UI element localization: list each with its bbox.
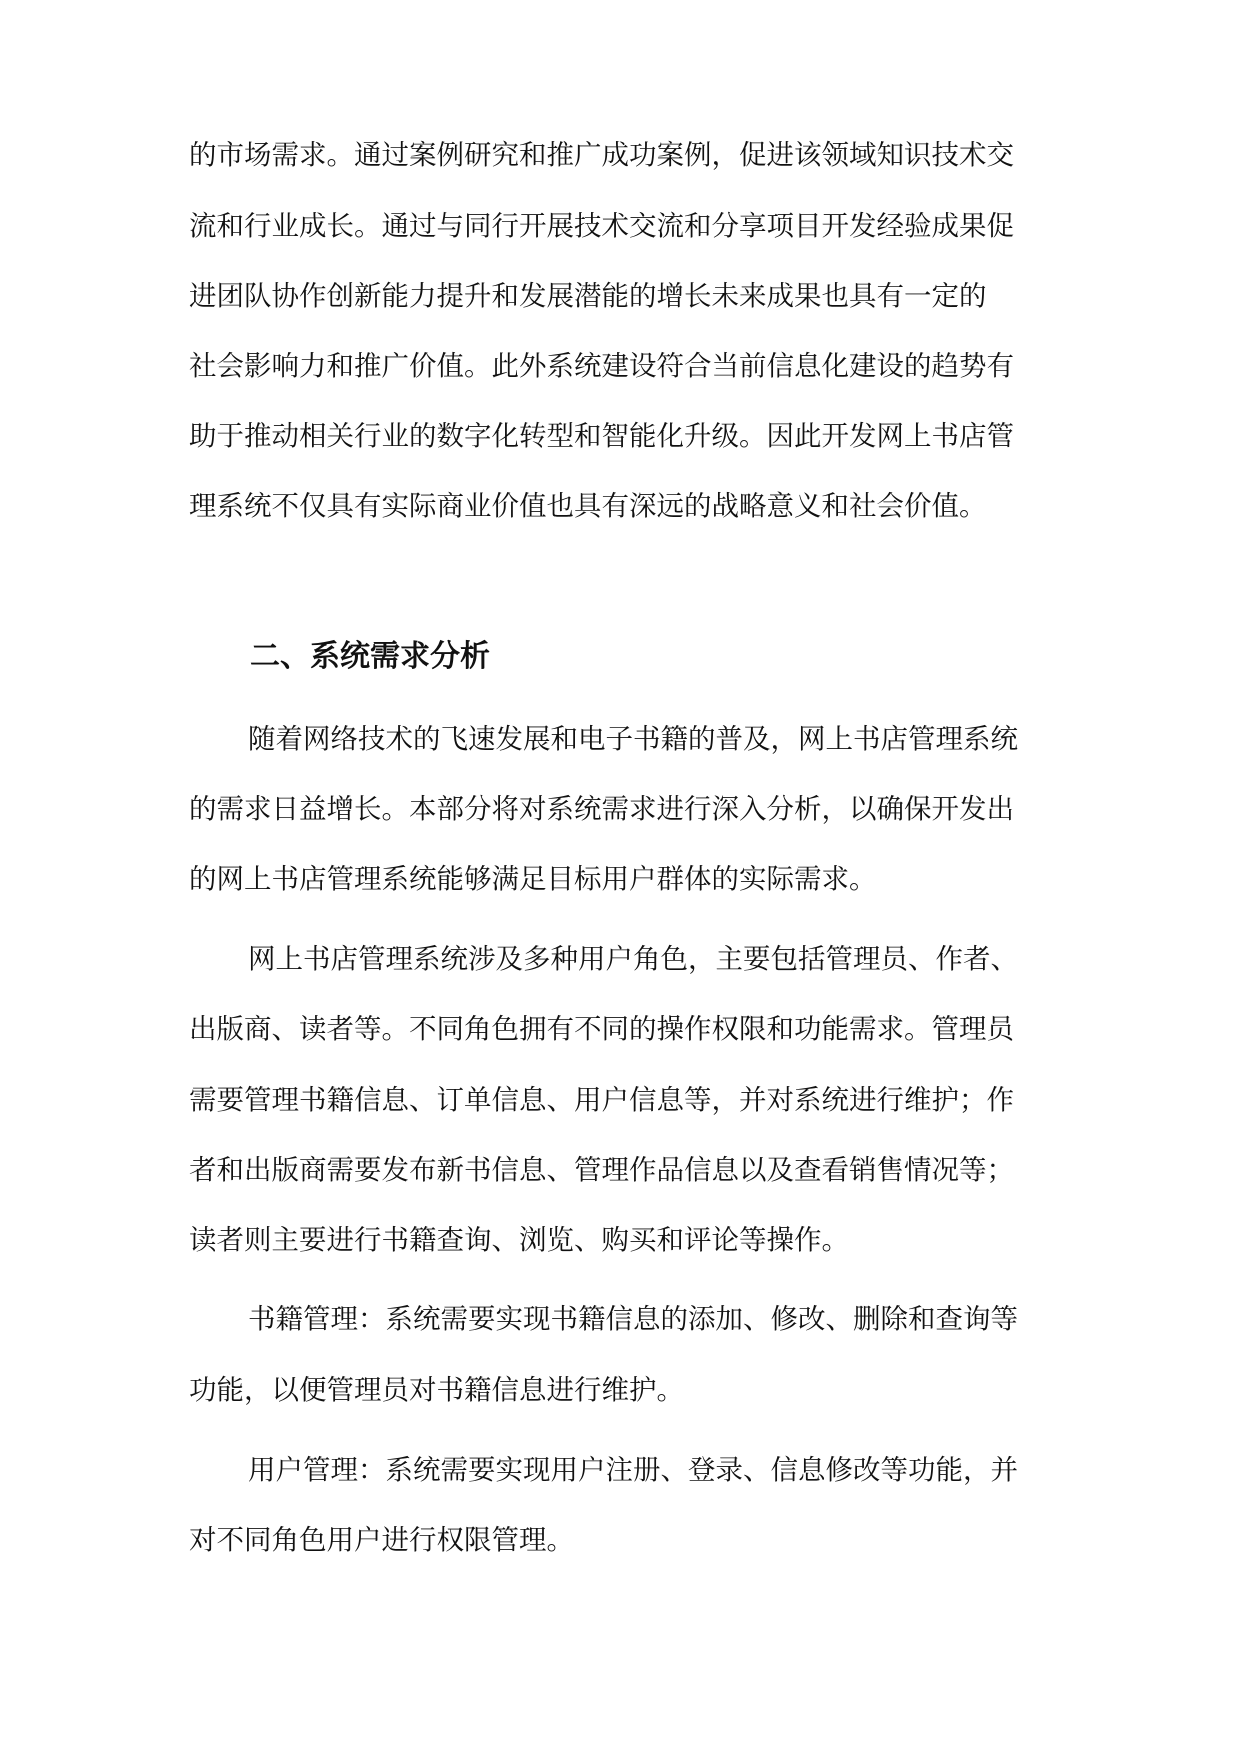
- text-line: 随着网络技术的飞速发展和电子书籍的普及，网上书店管理系统: [248, 723, 1018, 755]
- text-line: 需要管理书籍信息、订单信息、用户信息等，并对系统进行维护；作: [189, 1084, 1014, 1116]
- text-line: 书籍管理：系统需要实现书籍信息的添加、修改、删除和查询等: [248, 1303, 1018, 1335]
- text-line: 的网上书店管理系统能够满足目标用户群体的实际需求。: [189, 863, 877, 895]
- text-line: 读者则主要进行书籍查询、浏览、购买和评论等操作。: [189, 1224, 849, 1256]
- text-line: 者和出版商需要发布新书信息、管理作品信息以及查看销售情况等；: [189, 1154, 1014, 1186]
- text-line: 的需求日益增长。本部分将对系统需求进行深入分析，以确保开发出: [189, 793, 1014, 825]
- text-line: 的市场需求。通过案例研究和推广成功案例，促进该领域知识技术交: [189, 139, 1014, 171]
- text-line: 出版商、读者等。不同角色拥有不同的操作权限和功能需求。管理员: [189, 1013, 1014, 1045]
- text-line: 进团队协作创新能力提升和发展潜能的增长未来成果也具有一定的: [189, 280, 987, 312]
- text-line: 用户管理：系统需要实现用户注册、登录、信息修改等功能，并: [248, 1454, 1018, 1486]
- text-line: 功能，以便管理员对书籍信息进行维护。: [189, 1374, 684, 1406]
- text-line: 流和行业成长。通过与同行开展技术交流和分享项目开发经验成果促: [189, 210, 1014, 242]
- text-line: 网上书店管理系统涉及多种用户角色，主要包括管理员、作者、: [248, 943, 1018, 975]
- text-line: 对不同角色用户进行权限管理。: [189, 1524, 574, 1556]
- text-line: 助于推动相关行业的数字化转型和智能化升级。因此开发网上书店管: [189, 420, 1014, 452]
- text-line: 理系统不仅具有实际商业价值也具有深远的战略意义和社会价值。: [189, 490, 987, 522]
- text-line: 社会影响力和推广价值。此外系统建设符合当前信息化建设的趋势有: [189, 350, 1014, 382]
- section-heading: 二、系统需求分析: [250, 639, 490, 674]
